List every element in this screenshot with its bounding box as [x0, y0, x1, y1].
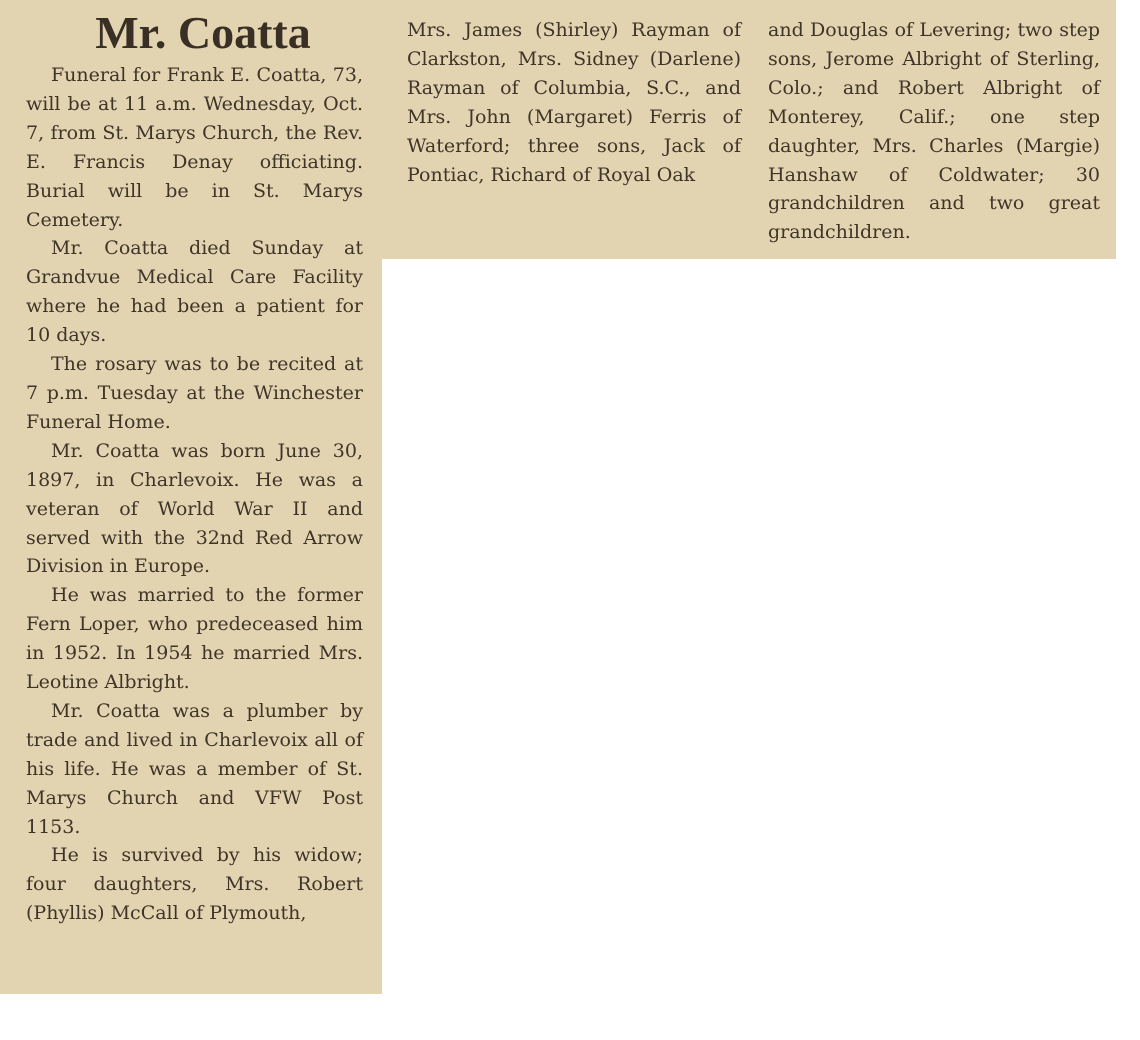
obituary-column-3	[768, 16, 1100, 247]
obituary-paragraph: Mr. Coatta died Sunday at Grandvue Medical Care Facility where he had been a patient for 10 days.	[26, 237, 363, 347]
obituary-column-1	[26, 61, 363, 928]
obituary-paragraph: Funeral for Frank E. Coatta, 73, will be at 11 a.m. Wednesday, Oct. 7, from St. Marys Church, the Rev. E. Francis Denay officiating. Burial will be in St. Marys Cemetery.	[26, 64, 363, 231]
obituary-paragraph: He is survived by his widow; four daughters, Mrs. Robert (Phyllis) McCall of Plymouth,	[26, 844, 363, 925]
obituary-clipping-right	[382, 0, 1116, 259]
obituary-paragraph: He was married to the former Fern Loper, who predeceased him in 1952. In 1954 he married Mrs. Leotine Albright.	[26, 584, 363, 694]
obituary-paragraph: and Douglas of Levering; two step sons, Jerome Albright of Sterling, Colo.; and Robert Albright of Monterey, Calif.; one step daughter, Mrs. Charles (Margie) Hanshaw of Coldwater; 30 grandchildren and two great grandchildren.	[768, 19, 1100, 244]
obituary-paragraph: Mr. Coatta was born June 30, 1897, in Charlevoix. He was a veteran of World War II and served with the 32nd Red Arrow Division in Europe.	[26, 439, 363, 578]
obituary-paragraph: The rosary was to be recited at 7 p.m. Tuesday at the Winchester Funeral Home.	[26, 353, 363, 433]
obituary-column-2	[407, 16, 741, 189]
obituary-clipping-left	[0, 0, 382, 994]
obituary-paragraph: Mrs. James (Shirley) Rayman of Clarkston, Mrs. Sidney (Darlene) Rayman of Columbia, S.C., and Mrs. John (Margaret) Ferris of Waterford; three sons, Jack of Pontiac, Richard of Royal Oak	[407, 19, 741, 186]
obituary-headline: Mr. Coatta	[95, 7, 311, 58]
obituary-paragraph: Mr. Coatta was a plumber by trade and lived in Charlevoix all of his life. He was a member of St. Marys Church and VFW Post 1153.	[26, 699, 363, 838]
